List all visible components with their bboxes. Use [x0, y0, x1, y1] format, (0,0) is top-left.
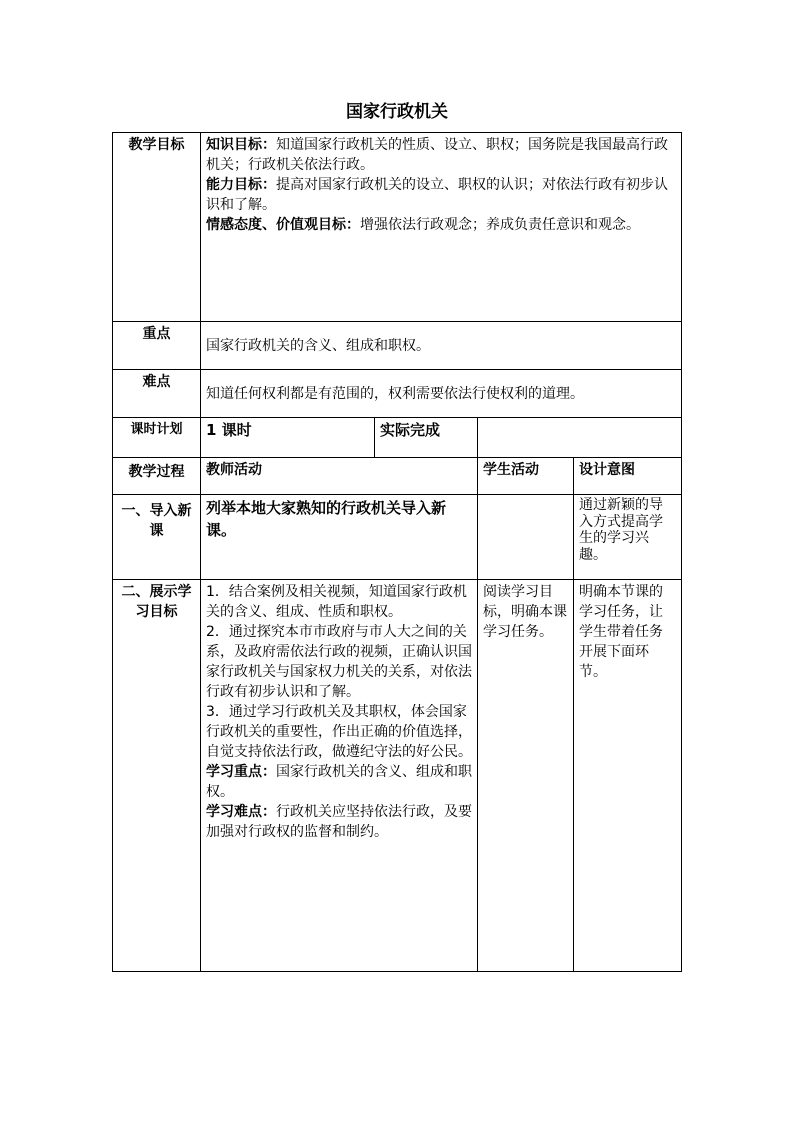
key-point-label: 重点 [113, 322, 201, 370]
stage-header: 教学过程 [113, 458, 201, 495]
objective-item: 1．结合案例及相关视频，知道国家行政机关的含义、组成、性质和职权。 [206, 584, 467, 620]
schedule-label: 课时计划 [113, 418, 201, 458]
ability-objective: 能力目标：提高对国家行政机关的设立、职权的认识；对依法行政有初步认识和了解。 [206, 177, 668, 213]
objectives-cell [201, 133, 682, 322]
design-intent: 通过新颖的导入方式提高学生的学习兴趣。 [574, 495, 682, 580]
stage-row [113, 495, 682, 580]
knowledge-objective: 知识目标：知道国家行政机关的性质、设立、职权；国务院是我国最高行政机关；行政机关依法行政。 [206, 137, 668, 173]
attitude-objective: 情感态度、价值观目标：增强依法行政观念；养成负责任意识和观念。 [206, 217, 640, 233]
stage-name: 一、导入新课 [113, 495, 201, 580]
design-intent-header: 设计意图 [574, 458, 682, 495]
stage-name: 二、展示学习目标 [113, 580, 201, 972]
teacher-activity [201, 580, 478, 972]
document-title: 国家行政机关 [346, 102, 448, 122]
stage-row [113, 580, 682, 972]
learning-key-point: 学习重点：国家行政机关的含义、组成和职权。 [206, 764, 472, 800]
process-header-row [113, 458, 682, 495]
difficulty-label: 难点 [113, 370, 201, 418]
teacher-activity: 列举本地大家熟知的行政机关导入新课。 [201, 495, 478, 580]
objective-item: 3．通过学习行政机关及其职权，体会国家行政机关的重要性，作出正确的价值选择，自觉支持依法行政，做遵纪守法的好公民。 [206, 704, 472, 760]
schedule-value: 1 课时 [201, 418, 375, 458]
actual-complete-label: 实际完成 [375, 418, 478, 458]
key-point-text: 国家行政机关的含义、组成和职权。 [201, 322, 682, 370]
student-activity [478, 495, 574, 580]
lesson-plan-table [112, 132, 682, 972]
difficulty-text: 知道任何权利都是有范围的，权利需要依法行使权利的道理。 [201, 370, 682, 418]
difficulty-row [113, 370, 682, 418]
design-intent: 明确本节课的学习任务，让学生带着任务开展下面环节。 [574, 580, 682, 972]
student-activity: 阅读学习目标，明确本课学习任务。 [478, 580, 574, 972]
teacher-activity-header: 教师活动 [201, 458, 478, 495]
objective-item: 2．通过探究本市市政府与市人大之间的关系，及政府需依法行政的视频，正确认识国家行政机关与国家权力机关的关系，对依法行政有初步认识和了解。 [206, 624, 472, 700]
objectives-row [113, 133, 682, 322]
objectives-label: 教学目标 [113, 133, 201, 322]
student-activity-header: 学生活动 [478, 458, 574, 495]
schedule-row [113, 418, 682, 458]
learning-difficulty: 学习难点：行政机关应坚持依法行政，及要加强对行政权的监督和制约。 [206, 804, 472, 840]
actual-complete-value [478, 418, 682, 458]
key-point-row [113, 322, 682, 370]
